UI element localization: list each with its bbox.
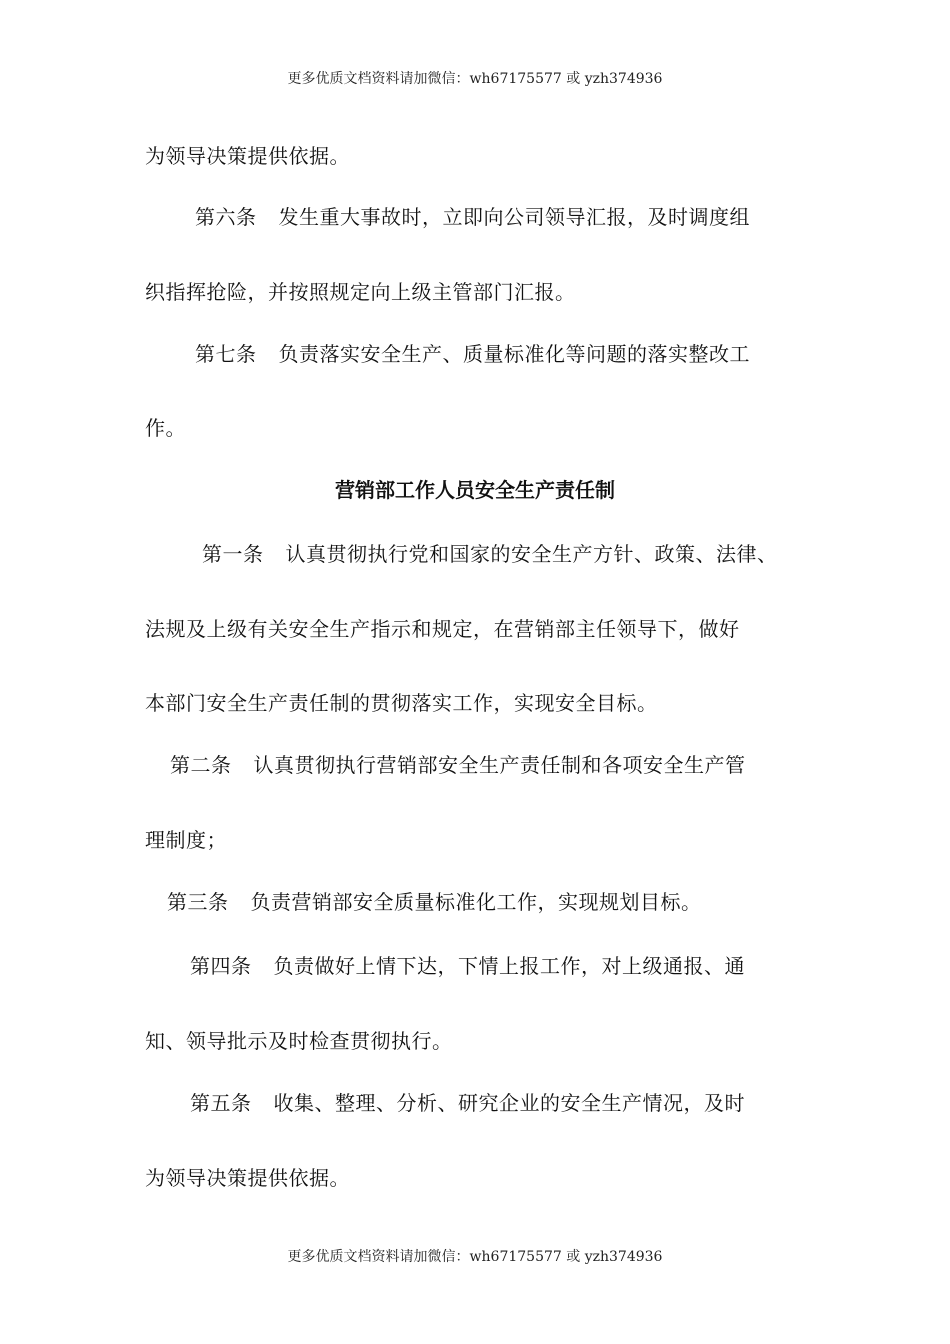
section-title: 营销部工作人员安全生产责任制 <box>335 478 615 502</box>
section-article-5-line-2: 为领导决策提供依据。 <box>145 1166 350 1190</box>
article-label: 第三条 <box>167 890 229 914</box>
article-label: 第五条 <box>190 1091 252 1115</box>
article-label: 第六条 <box>195 205 257 229</box>
article-text: 收集、整理、分析、研究企业的安全生产情况，及时 <box>273 1091 745 1115</box>
page-header: 更多优质文档资料请加微信：wh67175577 或 yzh374936 <box>287 71 663 87</box>
section-article-4-line-1 <box>190 950 745 979</box>
article-label: 第七条 <box>195 342 257 366</box>
article-text: 负责营销部安全质量标准化工作，实现规划目标。 <box>250 890 702 914</box>
article-7-line-1 <box>195 338 750 367</box>
article-text: 认真贯彻执行党和国家的安全生产方针、政策、法律、 <box>285 542 778 566</box>
page-footer: 更多优质文档资料请加微信：wh67175577 或 yzh374936 <box>287 1249 663 1265</box>
paragraph-line: 为领导决策提供依据。 <box>145 144 350 168</box>
article-label: 第二条 <box>170 753 232 777</box>
article-6-line-1 <box>195 201 750 230</box>
section-article-1-line-2: 法规及上级有关安全生产指示和规定，在营销部主任领导下，做好 <box>145 617 740 641</box>
article-text: 认真贯彻执行营销部安全生产责任制和各项安全生产管 <box>253 753 746 777</box>
article-7-line-2: 作。 <box>145 416 186 440</box>
section-article-2-line-1 <box>170 749 746 778</box>
section-article-1-line-3: 本部门安全生产责任制的贯彻落实工作，实现安全目标。 <box>145 691 658 715</box>
article-6-line-2: 织指挥抢险，并按照规定向上级主管部门汇报。 <box>145 280 576 304</box>
section-article-1-line-1 <box>202 538 778 567</box>
section-article-5-line-1 <box>190 1087 745 1116</box>
article-text: 负责做好上情下达，下情上报工作，对上级通报、通 <box>273 954 745 978</box>
article-label: 第一条 <box>202 542 264 566</box>
article-text: 负责落实安全生产、质量标准化等问题的落实整改工 <box>278 342 750 366</box>
section-article-3-line-1 <box>167 886 702 915</box>
article-label: 第四条 <box>190 954 252 978</box>
section-article-4-line-2: 知、领导批示及时检查贯彻执行。 <box>145 1029 453 1053</box>
article-text: 发生重大事故时，立即向公司领导汇报，及时调度组 <box>278 205 750 229</box>
section-article-2-line-2: 理制度； <box>145 828 227 852</box>
